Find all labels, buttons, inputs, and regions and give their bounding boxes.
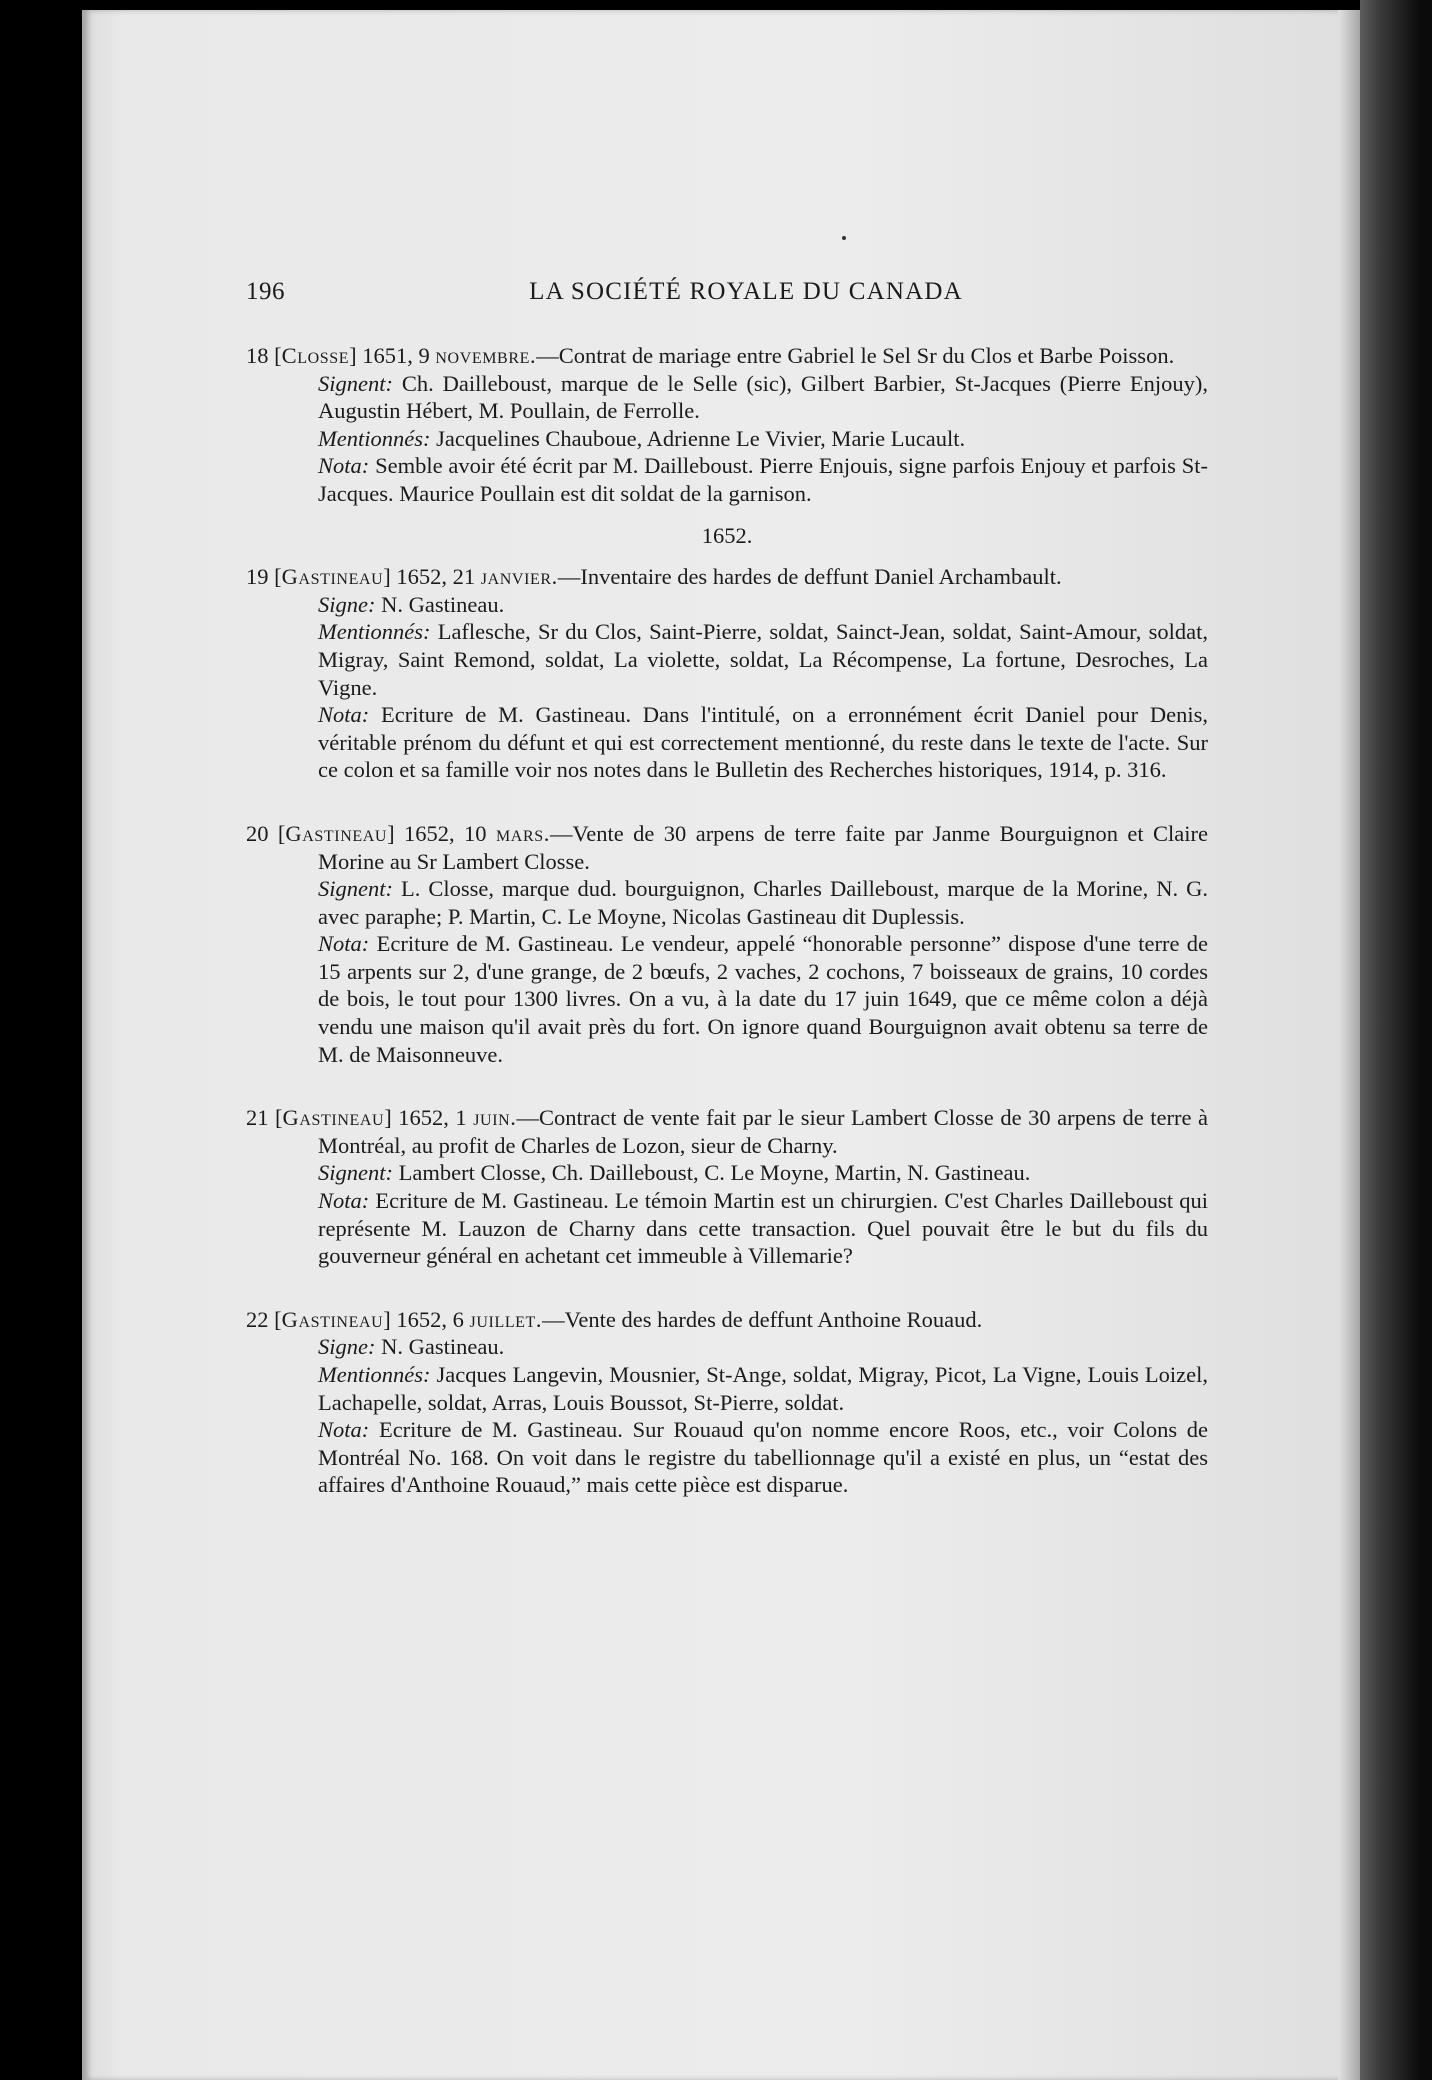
field-label: Signe: [318,591,376,617]
field-text: Ecriture de M. Gastineau. Sur Rouaud qu'on nomme encore Roos, etc., voir Colons de Montréal No. 168. On voit dans le registre du tabellionnage qu'il a existé en plus, un “estat des affaires d'Anthoine Rouaud,” mais cette pièce est disparue. [318,1417,1208,1498]
page-number: 196 [246,278,285,305]
entry-month: novembre. [435,343,537,368]
entry-title: —Contrat de mariage entre Gabriel le Sel Sr du Clos et Barbe Poisson. [536,343,1175,368]
year-heading: 1652. [701,522,753,548]
journal-title: LA SOCIÉTÉ ROYALE DU CANADA [529,278,963,305]
entry-field [246,618,1208,701]
field-text: Laflesche, Sr du Clos, Saint-Pierre, soldat, Sainct-Jean, soldat, Saint-Amour, soldat, Migray, Saint Remond, soldat, La violette, soldat, La Récompense, La fortune, Desroches, La Vigne. [318,619,1208,700]
field-text: Semble avoir été écrit par M. Dailleboust. Pierre Enjouis, signe parfois Enjouy et parfois St- Jacques. Maurice Poullain est dit soldat de la garnison. [318,453,1208,506]
entry-month: mars. [495,820,550,846]
entry-field [246,1333,1208,1361]
field-label: Mentionnés: [318,1362,431,1387]
entry-heading: 22 [Gastineau] 1652, 6 juillet.—Vente des hardes de deffunt Anthoine Rouaud. [246,1306,983,1332]
field-text: Lambert Closse, Ch. Dailleboust, C. Le Moyne, Martin, N. Gastineau. [398,1160,1031,1186]
entry-title: —Vente des hardes de deffunt Anthoine Rouaud. [542,1306,983,1332]
entry-field [246,1187,1208,1270]
field-label: Signent: [318,876,393,902]
entry [246,342,1208,508]
entry-field [246,370,1208,425]
entry-notary: Gastineau [282,1105,385,1131]
entry-date: 1652, 6 [396,1306,470,1332]
entry-date: 1652, 10 [404,820,496,846]
entry-month: juin. [473,1105,517,1131]
field-text: Ch. Dailleboust, marque de le Selle (sic), Gilbert Barbier, St-Jacques (Pierre Enjouy), Augustin Hébert, M. Poullain, de Ferrolle. [318,370,1209,424]
field-label: Nota: [318,1417,370,1443]
entry-title: —Vente de 30 arpens de terre faite par Janme Bourguignon et Claire Morine au Sr Lambert Closse. [318,820,1209,874]
entry-number: 18 [246,343,269,368]
running-head [246,278,1196,318]
entry-notary: Closse [281,343,350,368]
entry-field [246,1361,1208,1416]
entry-title: —Contract de vente fait par le sieur Lambert Closse de 30 arpens de terre à Montréal, au profit de Charles de Lozon, sieur de Charny. [318,1105,1208,1158]
entry-heading: 19 [Gastineau] 1652, 21 janvier.—Inventaire des hardes de deffunt Daniel Archambault. [246,564,1062,590]
entry-field [246,452,1208,507]
entry-field [246,701,1208,784]
field-label: Mentionnés: [318,619,431,645]
entry-field [246,930,1208,1068]
scan-border-left [0,0,82,2080]
entry-number: 20 [246,820,269,846]
entry-notary: Gastineau [281,1306,384,1332]
entry-heading: 21 [Gastineau] 1652, 1 juin.—Contract de vente fait par le sieur Lambert Closse de 30 arpens de terre à Montréal, au profit de Charles de Lozon, sieur de Charny. [246,1105,1208,1158]
entry-field [246,875,1208,930]
field-label: Nota: [318,453,370,479]
entry-number: 19 [246,564,269,590]
entry [246,820,1208,1068]
entry-notary: Gastineau [281,564,384,590]
field-text: Ecriture de M. Gastineau. Dans l'intitulé, on a erronnément écrit Daniel pour Denis, véritable prénom du défunt et qui est correctement mentionné, du reste dans le texte de l'acte. Sur ce colon et sa famille voir nos notes dans le Bulletin des Recherches historiques, 1914, p. 316. [318,702,1208,783]
field-text: N. Gastineau. [381,1334,505,1360]
scan-border-right [1360,0,1432,2080]
field-label: Nota: [318,1188,370,1214]
page-fold-shadow [1338,10,1360,2080]
entry-number: 22 [246,1306,269,1332]
entry-month: janvier. [480,564,558,590]
document-body [246,342,1208,1535]
entry-heading: 18 [Closse] 1651, 9 novembre.—Contrat de mariage entre Gabriel le Sel Sr du Clos et Barbe Poisson. [246,343,1175,368]
entry-month: juillet. [469,1306,543,1332]
field-text: N. Gastineau. [381,591,505,617]
field-text: Jacques Langevin, Mousnier, St-Ange, soldat, Migray, Picot, La Vigne, Louis Loizel, Lachapelle, soldat, Arras, Louis Boussot, St-Pierre, soldat. [318,1362,1208,1415]
field-label: Nota: [318,931,370,957]
field-label: Signent: [318,370,393,396]
field-label: Nota: [318,702,370,728]
entry-number: 21 [246,1105,269,1131]
field-text: L. Closse, marque dud. bourguignon, Charles Dailleboust, marque de la Morine, N. G. avec paraphe; P. Martin, C. Le Moyne, Nicolas Gastineau dit Duplessis. [318,876,1208,929]
field-text: Jacquelines Chauboue, Adrienne Le Vivier, Marie Lucault. [436,425,966,451]
entry-field [246,1416,1208,1499]
field-label: Mentionnés: [318,425,431,451]
entry-date: 1651, 9 [362,343,436,368]
entry-field [246,425,1208,453]
entry-heading: 20 [Gastineau] 1652, 10 mars.—Vente de 30 arpens de terre faite par Janme Bourguignon et Claire Morine au Sr Lambert Closse. [246,820,1209,874]
entry [246,1104,1208,1270]
field-text: Ecriture de M. Gastineau. Le témoin Martin est un chirurgien. C'est Charles Dailleboust qui représente M. Lauzon de Charny dans cette transaction. Quel pouvait être le but du fils du gouverneur général en achetant cet immeuble à Villemarie? [318,1188,1208,1269]
field-label: Signent: [318,1160,393,1186]
entry [246,1306,1208,1499]
entry-title: —Inventaire des hardes de deffunt Daniel Archambault. [557,564,1062,590]
entry-date: 1652, 21 [396,564,481,590]
speck [842,236,846,240]
entry-field [246,591,1208,619]
entry-field [246,1159,1208,1187]
field-label: Signe: [318,1334,376,1360]
entry [246,563,1208,784]
entry-notary: Gastineau [285,820,388,846]
entry-date: 1652, 1 [398,1105,474,1131]
field-text: Ecriture de M. Gastineau. Le vendeur, appelé “honorable personne” dispose d'une terre de 15 arpents sur 2, d'une grange, de 2 bœufs, 2 vaches, 2 cochons, 7 boisseaux de grains, 10 cordes de bois, le tout pour 1300 livres. On a vu, à la date du 17 juin 1649, que ce même colon a déjà vendu une maison qu'il avait près du fort. On ignore quand Bourguignon avait obtenu sa terre de M. de Maisonneuve. [318,931,1209,1067]
